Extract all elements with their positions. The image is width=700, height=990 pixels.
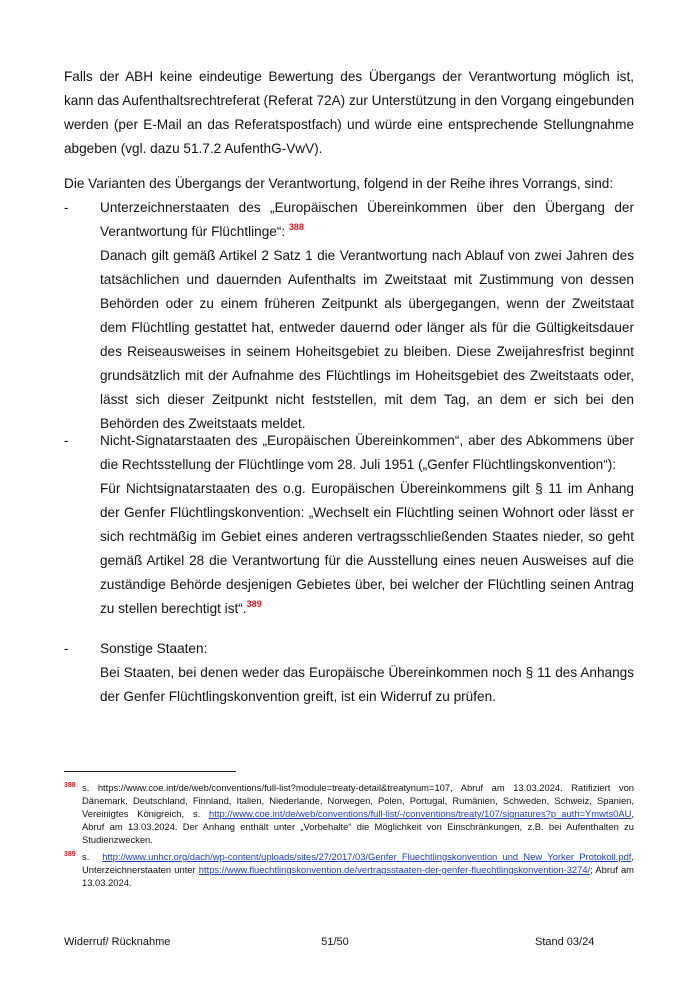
footnote-number: 388 [64,782,76,789]
footnote-reference[interactable]: 389 [246,599,262,609]
variants-lead-paragraph: Die Varianten des Übergangs der Verantwortung, folgend in der Reihe ihres Vorrangs, sind: [64,176,614,191]
list-dash: - [64,641,69,656]
footer-left: Widerruf/ Rücknahme [64,936,171,948]
list-item-body: Bei Staaten, bei denen weder das Europäische Übereinkommen noch § 11 des Anhangs der Genfer Flüchtlingskonvention greift, ist ein Widerruf zu prüfen. [100,665,634,704]
footnote [64,781,634,846]
footnote-text [82,850,634,889]
footnote [64,850,634,889]
footnote-link[interactable]: http://www.coe.int/de/web/conventions/full-list/-/conventions/treaty/107/signatures?p_auth=Ymwts0AU [209,808,632,819]
list-dash: - [64,200,69,215]
list-item [64,429,634,621]
list-item-content [100,196,634,436]
footnote-number: 389 [64,851,76,858]
footnote-text [82,781,634,846]
list-item-content [100,429,634,621]
page-number: 51/50 [321,936,349,948]
footnote-prefix: s. [82,851,90,862]
footnote-reference[interactable]: 388 [288,222,304,232]
list-item-content [100,637,634,709]
footnote-separator [64,771,236,772]
list-item-body: Danach gilt gemäß Artikel 2 Satz 1 die Verantwortung nach Ablauf von zwei Jahren des tatsächlichen und dauernden Aufenthalts im Zweitstaat mit Zustimmung von dessen Behörden oder zu einem früheren Zeitpunkt als übergegangen, wenn der Zweitstaat dem Flüchtling gestattet hat, entweder dauernd oder länger als für die Gültigkeitsdauer des Reiseausweises in seinem Hoheitsgebiet zu bleiben. Diese Zweijahresfrist beginnt grundsätzlich mit der Aufnahme des Flüchtlings im Hoheitsgebiet des Zweitstaats oder, lässt sich dieser Zeitpunkt nicht feststellen, mit dem Tag, an dem er sich bei den Behörden des Zweitstaats meldet. [100,248,634,431]
footnote-link[interactable]: http://www.unhcr.org/dach/wp-content/uploads/sites/27/2017/03/Genfer_Fluechtlingskonvention_und_New_Yorker_Protokoll.pdf [102,851,632,862]
footer-right: Stand 03/24 [535,936,595,948]
list-item-heading: Unterzeichnerstaaten des „Europäischen Übereinkommen über den Übergang der Verantwortung für Flüchtlinge“: [100,200,634,239]
intro-paragraph: Falls der ABH keine eindeutige Bewertung des Übergangs der Verantwortung möglich ist, kann das Aufenthaltsrechtreferat (Referat 72A) zur Unterstützung in den Vorgang eingebunden werden (per E-Mail an das Referatspostfach) und würde eine entsprechende Stellungnahme abgeben (vgl. dazu 51.7.2 AufenthG-VwV). [64,69,634,156]
footnote-middle: , Unterzeichnerstaaten unter [82,851,634,875]
list-item-heading: Sonstige Staaten: [100,641,208,656]
footnote-prefix: s. https://www.coe.int/de/web/conventions/full-list?module=treaty-detail&treatynum=107, Abruf am 13.03.2024. Ratifiziert von Dänemark, Deutschland, Finnland, Italien, Niederlande, Norwegen, Polen, Portugal, Rumänien, Schweden, Schweiz, Spanien, Vereinigtes Königreich, s. [82,782,634,819]
list-item-body [100,477,634,621]
list-item [64,196,634,436]
footnote-suffix: , Abruf am 13.03.2024. Der Anhang enthält unter „Vorbehalte“ die Möglichkeit von Einschränkungen, z.B. bei Aufenthalten zu Studienzwecken. [82,808,634,845]
list-item-body-text: Für Nichtsignatarstaaten des o.g. Europäischen Übereinkommens gilt § 11 im Anhang der Genfer Flüchtlingskonvention: „Wechselt ein Flüchtling seinen Wohnort oder lässt er sich rechtmäßig im Gebiet eines anderen vertragsschließenden Staates nieder, so geht gemäß Artikel 28 die Verantwortung für die Ausstellung eines neuen Ausweises auf die zuständige Behörde desjenigen Gebietes über, bei welcher der Flüchtling seinen Antrag zu stellen berechtigt ist“. [100,481,634,616]
footnote-link[interactable]: https://www.fluechtlingskonvention.de/vertragsstaaten-der-genfer-fluechtlingskonvention-3274/ [198,864,591,875]
list-item-heading: Nicht-Signatarstaaten des „Europäischen Übereinkommen“, aber des Abkommens über die Rechtsstellung der Flüchtlinge vom 28. Juli 1951 („Genfer Flüchtlingskonvention“): [100,433,634,472]
list-dash: - [64,433,69,448]
list-item [64,637,634,709]
footnote-suffix: ; Abruf am 13.03.2024. [82,864,634,888]
